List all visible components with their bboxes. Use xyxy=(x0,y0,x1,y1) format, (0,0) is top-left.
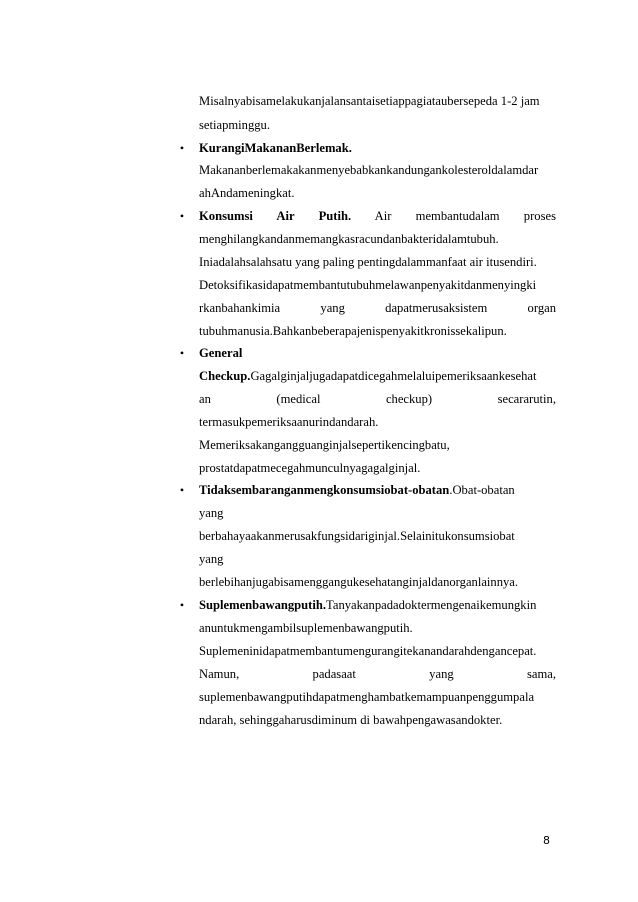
list-item-line: yang xyxy=(199,506,224,520)
list-item-title-line xyxy=(199,365,556,387)
item-title-rest: .Obat-obatan xyxy=(449,483,515,497)
list-item-line: ahAndameningkat. xyxy=(199,186,295,200)
bullet-icon: • xyxy=(179,598,185,612)
list-item-title xyxy=(199,137,556,159)
item-title-bold: Suplemenbawangputih. xyxy=(199,598,327,612)
list-item-line: prostatdapatmecegahmunculnyagagalginjal. xyxy=(199,461,421,475)
list-item-line: Detoksifikasidapatmembantutubuhmelawanpenyakitdanmenyingki xyxy=(199,278,537,292)
bullet-icon: • xyxy=(179,209,185,223)
list-item-line: berbahayaakanmerusakfungsidariginjal.Selainitukonsumsiobat xyxy=(199,529,515,543)
item-title-rest: Gagalginjaljugadapatdicegahmelaluipemeriksaankesehat xyxy=(250,369,537,383)
list-item-line: Iniadalahsalahsatu yang paling pentingdalammanfaat air itusendiri. xyxy=(199,255,537,269)
list-item-line: Memeriksakangangguanginjalsepertikencingbatu, xyxy=(199,438,450,452)
intro-line: Misalnyabisamelakukanjalansantaisetiappagiataubersepeda 1-2 jam xyxy=(199,94,540,108)
list-item-line: yang xyxy=(199,552,224,566)
item-title-bold: General xyxy=(199,346,243,360)
intro-line: setiapminggu. xyxy=(199,118,271,132)
bullet-icon: • xyxy=(179,141,185,155)
list-item-line: Suplemeninidapatmembantumengurangitekanandarahdengancepat. xyxy=(199,644,537,658)
bullet-icon: • xyxy=(179,483,185,497)
item-title-rest: Tanyakanpadadoktermengenaikemungkin xyxy=(326,598,537,612)
list-item-title-line xyxy=(199,205,556,227)
list-item-line: rkanbahankimia yang dapatmerusaksistem organ xyxy=(199,301,556,315)
list-item-title-line xyxy=(199,479,556,501)
page-number: 8 xyxy=(543,834,550,847)
list-item-title xyxy=(199,342,556,364)
list-item-line: tubuhmanusia.Bahkanbeberapajenispenyakitkronissekalipun. xyxy=(199,324,507,338)
item-title-bold: Tidaksembaranganmengkonsumsiobat-obatan xyxy=(199,483,450,497)
list-item-line: Makananberlemakakanmenyebabkankandungankolesteroldalamdar xyxy=(199,163,539,177)
list-item-line: ndarah, sehinggaharusdiminum di bawahpengawasandokter. xyxy=(199,713,503,727)
list-item-line: menghilangkandanmemangkasracundanbakteridalamtubuh. xyxy=(199,232,499,246)
list-item-line: berlebihanjugabisamenggangukesehatanginjaldanorganlainnya. xyxy=(199,575,519,589)
item-title-bold: KurangiMakananBerlemak. xyxy=(199,141,352,155)
bullet-icon: • xyxy=(179,346,185,360)
item-title-rest: Air membantudalam proses xyxy=(374,209,556,223)
item-title-bold: Konsumsi Air Putih. xyxy=(199,209,352,223)
item-title-bold: Checkup. xyxy=(199,369,251,383)
list-item-line: anuntukmengambilsuplemenbawangputih. xyxy=(199,621,413,635)
list-item-line: termasukpemeriksaanurindandarah. xyxy=(199,415,379,429)
list-item-line: Namun, padasaat yang sama, xyxy=(199,667,556,681)
list-item-title-line xyxy=(199,594,556,616)
list-item-line: an (medical checkup) secararutin, xyxy=(199,392,556,406)
list-item-line: suplemenbawangputihdapatmenghambatkemampuanpenggumpala xyxy=(199,690,535,704)
